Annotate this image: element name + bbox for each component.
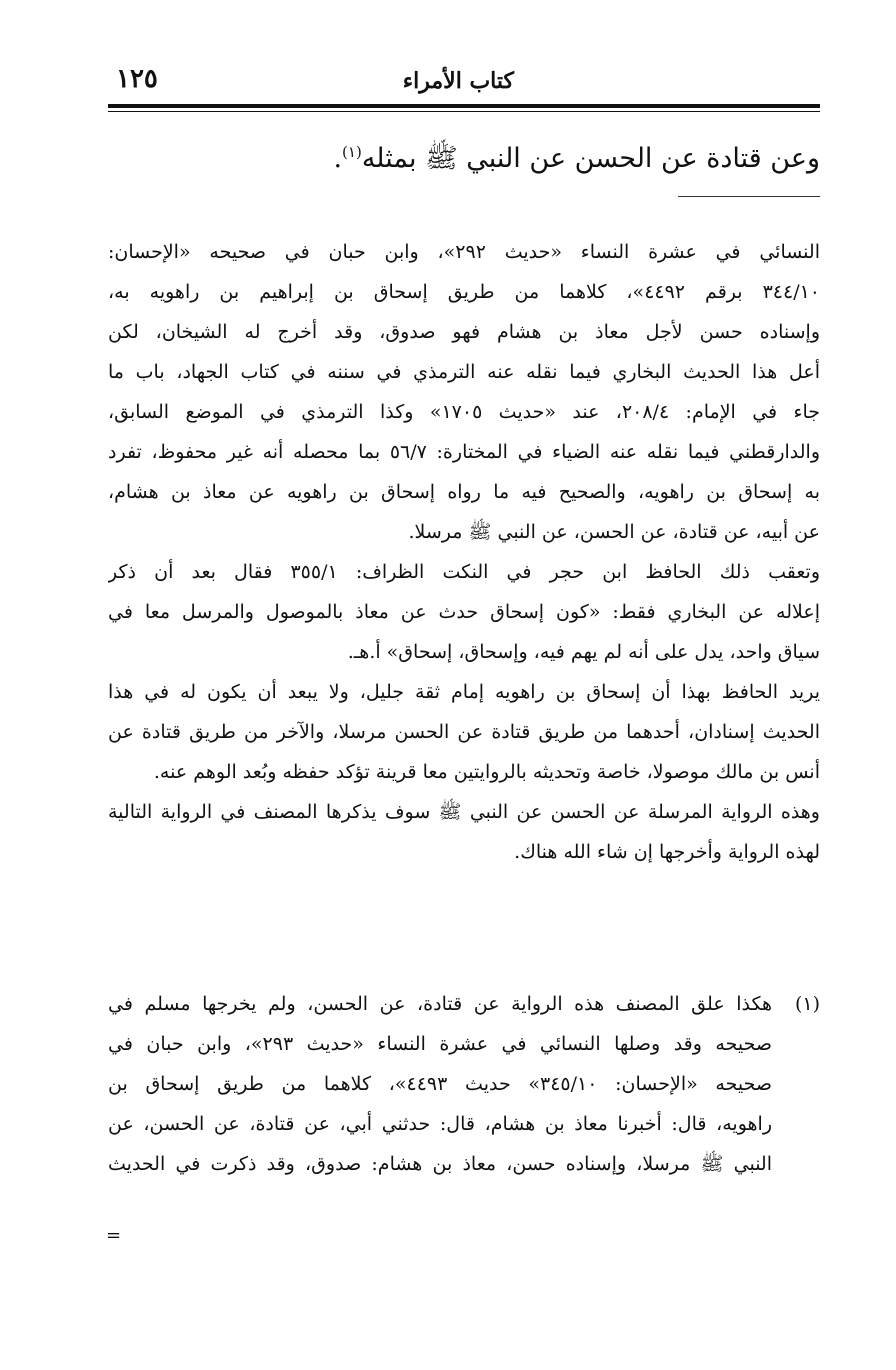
continuation-mark: = [106, 1225, 122, 1246]
header-rule-thin [108, 111, 820, 112]
chapter-title: كتاب الأمراء [402, 68, 514, 94]
footnote-reference[interactable]: (١) [342, 143, 362, 161]
footnote-line: عن أبيه، عن قتادة، عن الحسن، عن النبي ﷺ مرسلا. [408, 521, 820, 543]
footnote-line: يريد الحافظ بهذا أن إسحاق بن راهويه إمام ثقة جليل، ولا يبعد أن يكون له في هذا [108, 681, 820, 703]
footnote-line: سياق واحد، يدل على أنه لم يهم فيه، وإسحاق، إسحاق» أ.هـ. [347, 641, 820, 663]
footnote-line: به إسحاق بن راهويه، والصحيح فيه ما رواه إسحاق بن راهويه عن معاذ بن هشام، [108, 481, 820, 503]
footnote-line: صحيحه وقد وصلها النسائي في عشرة النساء «حديث ٢٩٣»، وابن حبان في [108, 1033, 772, 1055]
footnote-line: وإسناده حسن لأجل معاذ بن هشام فهو صدوق، وقد أخرج له الشيخان، لكن [108, 321, 820, 343]
main-text [108, 128, 820, 183]
footnote-separator [678, 196, 820, 197]
footnote-line: هكذا علق المصنف هذه الرواية عن قتادة، عن الحسن، ولم يخرجها مسلم في [108, 993, 772, 1015]
footnote-line: الحديث إسنادان، أحدهما من طريق قتادة عن الحسن مرسلا، والآخر من طريق قتادة عن [108, 721, 820, 743]
footnote-line: والدارقطني فيما نقله عنه الضياء في المختارة: ٥٦/٧ بما محصله أنه غير محفوظ، تفرد [108, 441, 820, 463]
footnote-line: جاء في الإمام: ٢٠٨/٤، عند «حديث ١٧٠٥» وكذا الترمذي في الموضع السابق، [108, 401, 820, 423]
footnote-line: إعلاله عن البخاري فقط: «كون إسحاق حدث عن معاذ بالموصول والمرسل معا في [108, 601, 820, 623]
footnote-continuation [108, 232, 820, 872]
footnote-line: وهذه الرواية المرسلة عن الحسن عن النبي ﷺ سوف يذكرها المصنف في الرواية التالية [108, 801, 820, 823]
footnote-1 [108, 984, 820, 1184]
footnote-number: (١) [794, 993, 820, 1015]
page-number: ١٢٥ [116, 64, 158, 94]
footnote-1-text [108, 984, 772, 1184]
footnote-line: ٣٤٤/١٠ برقم ٤٤٩٢»، كلاهما من طريق إسحاق بن إبراهيم بن راهويه به، [108, 281, 820, 303]
running-header [108, 62, 820, 102]
footnote-line: النبي ﷺ مرسلا، وإسناده حسن، معاذ بن هشام: صدوق، وقد ذكرت في الحديث [108, 1153, 772, 1175]
footnote-line: لهذه الرواية وأخرجها إن شاء الله هناك. [514, 841, 820, 863]
footnote-line: وتعقب ذلك الحافظ ابن حجر في النكت الظراف: ٣٥٥/١ فقال بعد أن ذكر [108, 561, 820, 583]
footnote-line: صحيحه «الإحسان: ٣٤٥/١٠» حديث ٤٤٩٣»، كلاهما من طريق إسحاق بن [108, 1073, 772, 1095]
footnote-line: راهويه، قال: أخبرنا معاذ بن هشام، قال: حدثني أبي، عن قتادة، عن الحسن، عن [108, 1113, 772, 1135]
footnote-line: أنس بن مالك موصولا، خاصة وتحديثه بالروايتين معا قرينة تؤكد حفظه وبُعد الوهم عنه. [153, 761, 820, 783]
main-text-body: وعن قتادة عن الحسن عن النبي ﷺ بمثله [361, 143, 820, 174]
footnote-line: النسائي في عشرة النساء «حديث ٢٩٢»، وابن حبان في صحيحه «الإحسان: [108, 241, 820, 263]
header-rule-thick [108, 104, 820, 108]
main-text-end: . [333, 143, 343, 174]
footnote-line: أعل هذا الحديث البخاري فيما نقله عنه الترمذي في سننه في كتاب الجهاد، باب ما [108, 361, 820, 383]
